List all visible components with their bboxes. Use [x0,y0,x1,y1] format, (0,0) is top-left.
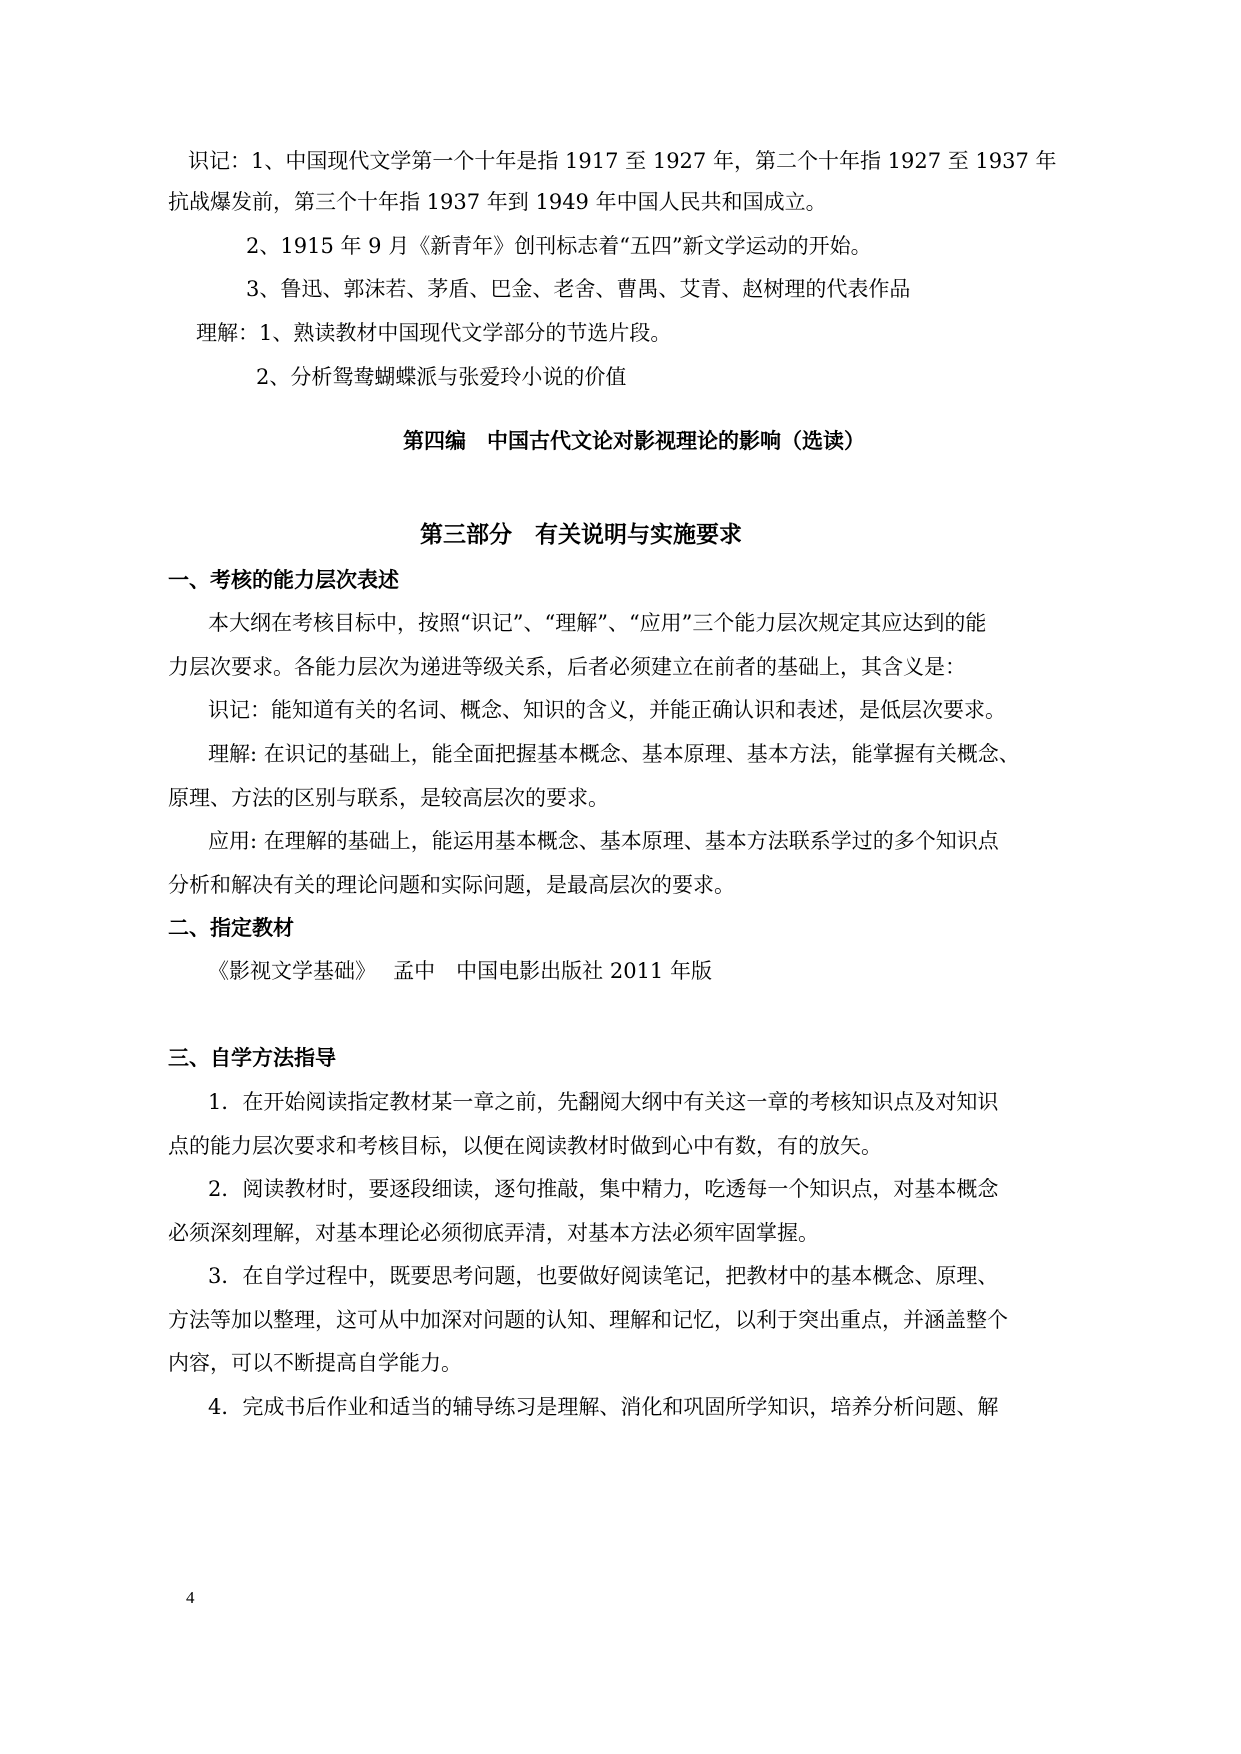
memorize-item-1-line-2: 抗战爆发前，第三个十年指 1937 年到 1949 年中国人民共和国成立。 [168,190,827,214]
section1-p4-line-1: 应用: 在理解的基础上，能运用基本概念、基本原理、基本方法联系学过的多个知识点 [208,829,999,853]
method-item-2-line-1: 2．阅读教材时，要逐段细读，逐句推敲，集中精力，吃透每一个知识点，对基本概念 [208,1177,999,1201]
section1-p4-line-2: 分析和解决有关的理论问题和实际问题，是最高层次的要求。 [168,873,735,897]
method-item-1-line-1: 1．在开始阅读指定教材某一章之前，先翻阅大纲中有关这一章的考核知识点及对知识 [208,1090,999,1114]
section1-p1-line-2: 力层次要求。各能力层次为递进等级关系，后者必须建立在前者的基础上，其含义是： [168,655,966,679]
memorize-item-2: 2、1915 年 9 月《新青年》创刊标志着“五四”新文学运动的开始。 [246,234,872,258]
method-item-2-line-2: 必须深刻理解，对基本理论必须彻底弄清，对基本方法必须牢固掌握。 [168,1221,819,1245]
section1-heading: 一、考核的能力层次表述 [168,568,399,592]
method-item-3-line-1: 3．在自学过程中，既要思考问题，也要做好阅读笔记，把教材中的基本概念、原理、 [208,1264,999,1288]
section3-heading: 三、自学方法指导 [168,1046,336,1070]
memorize-item-1-line-1: 识记：1、中国现代文学第一个十年是指 1917 至 1927 年，第二个十年指 1927 至 1937 年 [188,149,1057,173]
section1-p2: 识记：能知道有关的名词、概念、知识的含义，并能正确认识和表述，是低层次要求。 [208,698,1006,722]
memorize-item-3: 3、鲁迅、郭沫若、茅盾、巴金、老舍、曹禺、艾青、赵树理的代表作品 [246,277,911,301]
method-item-1-line-2: 点的能力层次要求和考核目标，以便在阅读教材时做到心中有数，有的放矢。 [168,1134,882,1158]
section2-heading: 二、指定教材 [168,916,294,940]
part4-heading: 第四编 中国古代文论对影视理论的影响（选读） [403,429,865,453]
page-number: 4 [186,1588,195,1607]
part3-heading: 第三部分 有关说明与实施要求 [420,522,742,548]
section1-p1-line-1: 本大纲在考核目标中，按照“识记”、“理解”、“应用”三个能力层次规定其应达到的能 [208,611,987,635]
method-item-4-line-1: 4．完成书后作业和适当的辅导练习是理解、消化和巩固所学知识，培养分析问题、解 [208,1395,999,1419]
textbook-line: 《影视文学基础》 孟中 中国电影出版社 2011 年版 [208,959,712,983]
understand-item-2: 2、分析鸳鸯蝴蝶派与张爱玲小说的价值 [256,365,627,389]
method-item-3-line-2: 方法等加以整理，这可从中加深对问题的认知、理解和记忆，以利于突出重点，并涵盖整个 [168,1308,1008,1332]
understand-item-1: 理解：1、熟读教材中国现代文学部分的节选片段。 [196,321,672,345]
section1-p3-line-1: 理解: 在识记的基础上，能全面把握基本概念、基本原理、基本方法，能掌握有关概念、 [208,742,1020,766]
method-item-3-line-3: 内容，可以不断提高自学能力。 [168,1351,462,1375]
section1-p3-line-2: 原理、方法的区别与联系，是较高层次的要求。 [168,786,609,810]
